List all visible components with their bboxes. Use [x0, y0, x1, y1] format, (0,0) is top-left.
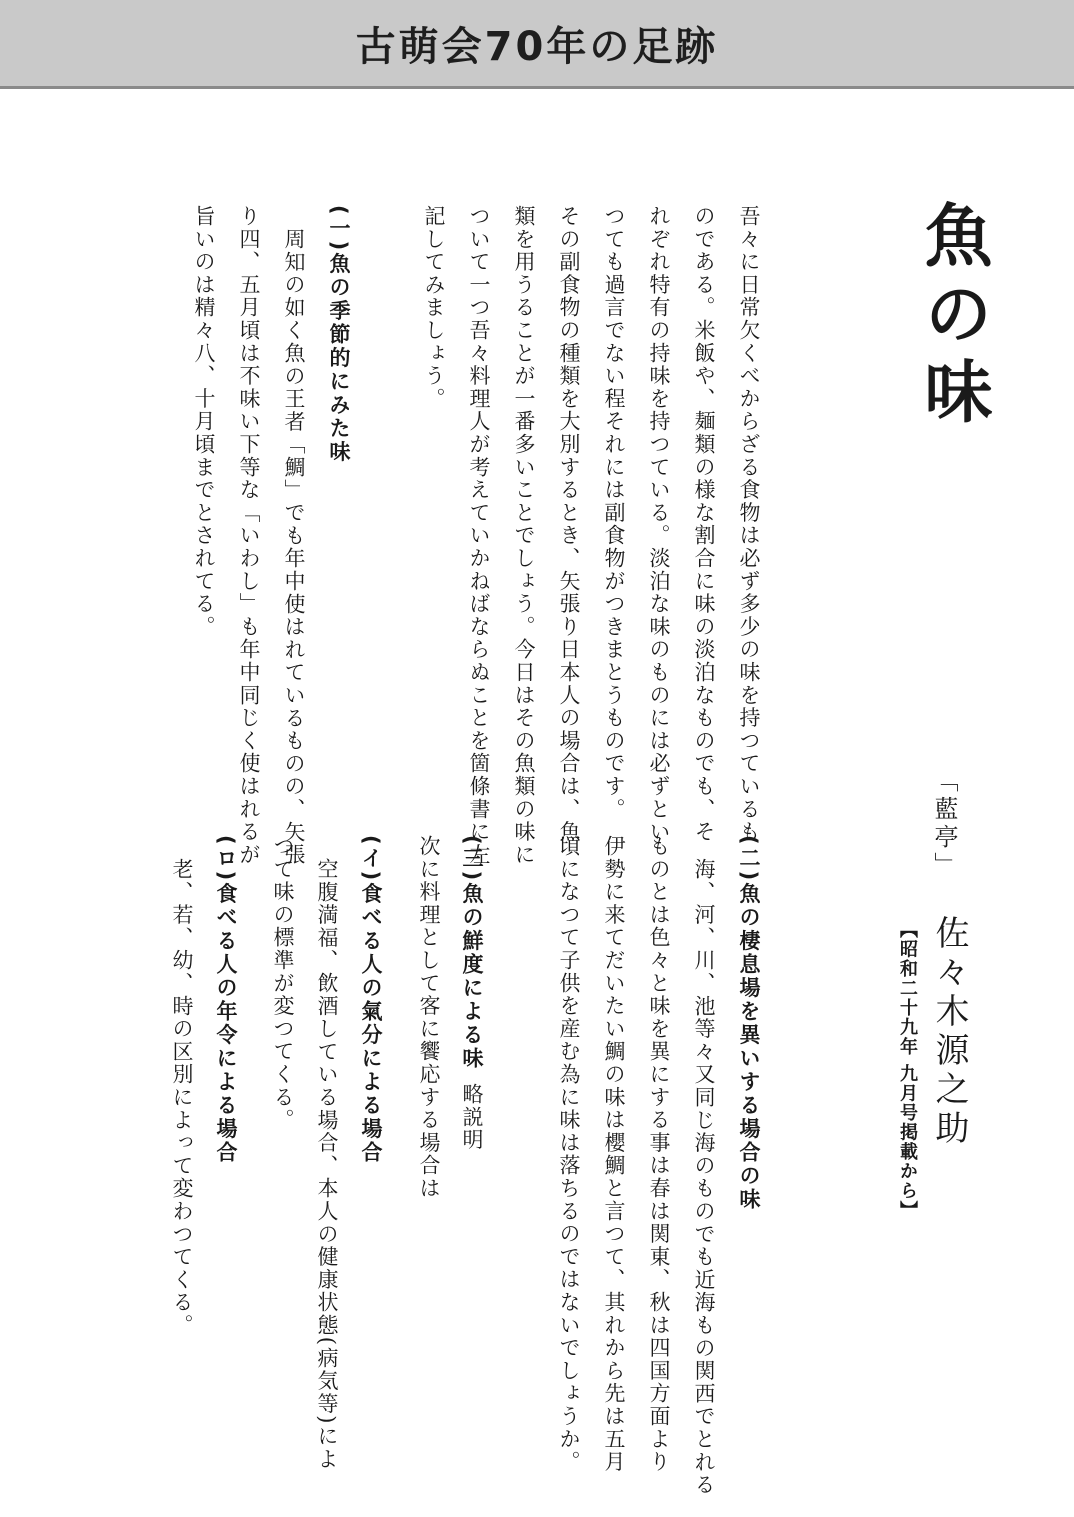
intro-line: 記してみましょう。 — [422, 205, 446, 411]
source-note: 【昭和二十九年 九月号掲載から】 — [897, 920, 918, 1221]
intro-line: その副食物の種類を大別するとき、矢張り日本人の場合は、魚 — [557, 205, 581, 844]
section2-line: 頃になつて子供を産む為に味は落ちるのではないでしょうか。 — [557, 835, 581, 1474]
intro-line: のである。米飯や、麺類の様な割合に味の淡泊なものでも、そ — [692, 205, 716, 844]
section2-line: ものとは色々と味を異にする事は春は関東、秋は四国方面より — [647, 835, 671, 1474]
article-title: 魚の味 — [913, 200, 992, 434]
section3-note: 略説明 — [460, 1083, 484, 1152]
section-heading: (イ)食べる人の氣分による場合 — [359, 835, 383, 1165]
section-heading: (ロ)食べる人の年令による場合 — [214, 835, 238, 1165]
page-header — [0, 0, 1074, 89]
author-name: 佐々木源之助 — [929, 915, 969, 1149]
intro-line: ついて一つ吾々料理人が考えていかねばならぬことを箇條書に左 — [467, 205, 491, 867]
section-i-line: 空腹満福、飲酒している場合、本人の健康状態(病気等)によ — [315, 858, 339, 1471]
intro-line: 類を用うることが一番多いことでしょう。今日はその魚類の味に — [512, 205, 536, 867]
section1-line: 周知の如く魚の王者「鯛」でも年中使はれているものの、矢張 — [282, 228, 306, 867]
section-heading: (一)魚の季節的にみた味 — [327, 205, 351, 465]
intro-line: れぞれ特有の持味を持つている。淡泊な味のものには必ずとい — [647, 205, 671, 844]
intro-line: 吾々に日常欠くべからざる食物は必ず多少の味を持つているも — [737, 205, 761, 844]
section2-line: 伊勢に来てだいたい鯛の味は櫻鯛と言つて、其れから先は五月 — [602, 835, 626, 1474]
section-ro-line: 老、若、幼、時の区別によって変わつてくる。 — [170, 858, 194, 1337]
header-title: 古萌会70年の足跡 — [355, 23, 719, 70]
section1-line: り四、五月頃は不味い下等な「いわし」も年中同じく使はれるが — [237, 205, 261, 867]
intro-line: つても過言でない程それには副食物がつきまとうものです。 — [602, 205, 626, 821]
section1-line: 旨いのは精々八、十月頃までとされてる。 — [192, 205, 216, 639]
column-name: 「藍亭」 — [930, 768, 958, 880]
section-heading: (三)魚の鮮度による味 — [460, 835, 484, 1071]
section3-line: 次に料理として客に饗応する場合は — [417, 835, 441, 1200]
section2-line: 海、河、川、池等々又同じ海のものでも近海もの関西でとれる — [692, 858, 716, 1497]
section-heading: (二)魚の棲息場を異いする場合の味 — [737, 835, 761, 1212]
section-i-line: つて味の標準が変つてくる。 — [271, 835, 295, 1132]
